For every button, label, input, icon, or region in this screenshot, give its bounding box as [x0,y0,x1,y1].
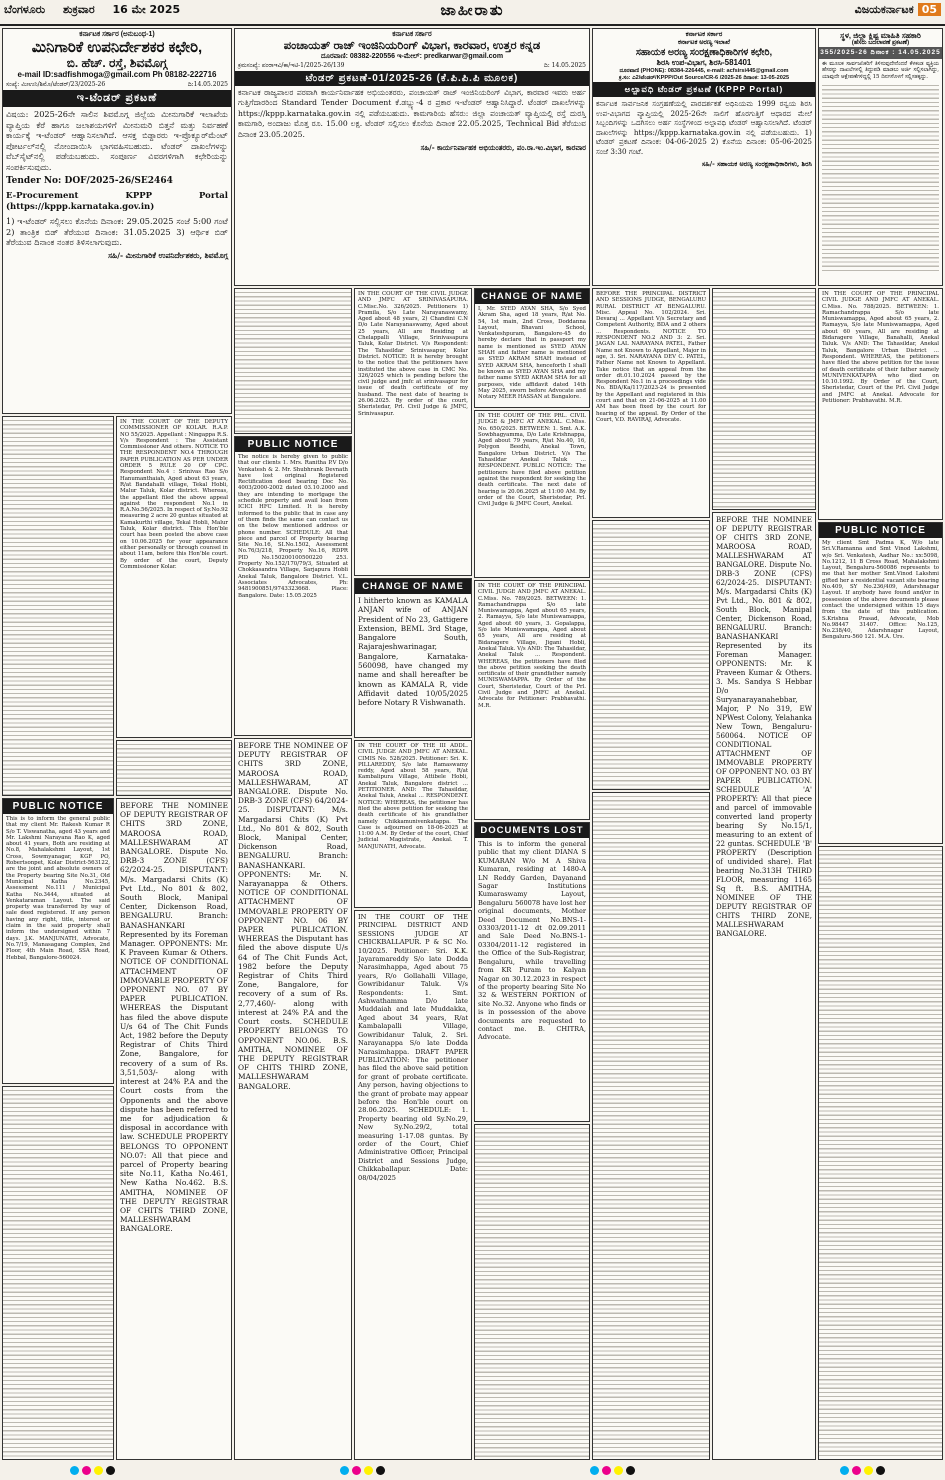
documents-lost-title: DOCUMENTS LOST [475,823,589,838]
deputy-registrar-notice-1 [116,798,232,1460]
registration-dot-magenta-4 [852,1466,861,1475]
registration-dot-yellow-2 [364,1466,373,1475]
deputy-registrar-notice-2 [234,738,352,1460]
shivamogga-ref-row [3,80,231,90]
society-title: ಸ್ಥಳ, ಜಿಲ್ಲಾ ಕ್ಲಿಷ್ಟ ಮಾಹಿತಿ ಸಹಕಾರಿ [840,31,921,40]
deputy-registrar-3-text: BEFORE THE NOMINEE OF DEPUTY REGISTRAR OF CHITS 3RD ZONE, MAROOSA ROAD, MALLESHWARAM AT BANGALORE. Dispute No. DRB-3 ZONE (CFS) 62/2024-25. DISPUTANT: M/s. Margadarsi Chits (K) Pvt Ltd., No. 801 & 802, South Block, Manipal Center, Dickenson Road, BENGALURU. Branch: BANASHANKARI Represented by its Foreman Manager. OPPONENTS: Mr. K Praveen Kumar & Others. 3. Ms. Sandya S Hebbar D/o Suryanarayanahebbar, Major, P No 319, EW NPWest Colony, Yelahanka New Town, Bengaluru-560064. NOTICE OF CONDITIONAL ATTACHMENT OF IMMOVABLE PROPERTY OF OPPONENT NO. 03 BY PAPER PUBLICATION. SCHEDULE 'A' PROPERTY: All that piece and parcel of immovable converted land property bearing Sy No.15/1, measuring to an extent of 22 guntas. SCHEDULE 'B' PROPERTY (Description of undivided share). Flat bearing No.313H THIRD FLOOR, measuring 1165 Sq ft. B.S. AMITHA, NOMINEE OF THE DEPUTY REGISTRAR OF CHITS THIRD ZONE, MALLESHWARAM BANGALORE. [716,515,812,938]
registration-dot-cyan-2 [340,1466,349,1475]
registration-dot-magenta [82,1466,91,1475]
center-bottom-lines [475,1125,589,1459]
sirsi-tender [592,28,816,286]
sirsi-band: ಅಲ್ಪಾವಧಿ ಟೆಂಡರ್ ಪ್ರಕಟಣೆ (KPPP Portal) [593,82,815,97]
karwar-sign: ಸಹಿ/- ಕಾರ್ಯನಿರ್ವಾಹಕ ಅಭಿಯಂತರರು, ಪಂ.ರಾ.ಇಂ.ವಿಭಾಗ, ಕಾರವಾರ [420,143,586,153]
karwar-body: ಕರ್ನಾಟಕ ರಾಜ್ಯಪಾಲರ ಪರವಾಗಿ ಕಾರ್ಯನಿರ್ವಾಹಕ ಅಭಿಯಂತರರು, ಪಂಚಾಯತ್ ರಾಜ್ ಇಂಜಿನಿಯರಿಂಗ್ ವಿಭಾಗ, ಕಾರವಾರ ಇವರು ಅರ್ಹ ಗುತ್ತಿಗೆದಾರರಿಂದ Standard Tender Document ಕೆ.ಡಬ್ಲ್ಯು-4 ರ ಪ್ರಕಾರ ಇ-ಟೆಂಡರ್ ಆಹ್ವಾನಿಸಿದ್ದಾರೆ. ಟೆಂಡರ್ ದಾಖಲೆಗಳನ್ನು https://kppp.karnataka.gov.in ನಲ್ಲಿ ಪಡೆಯಬಹುದು. ಕಾಮಗಾರಿಯ ಹೆಸರು: ಜಿಲ್ಲಾ ಪಂಚಾಯತ್ ವ್ಯಾಪ್ತಿಯಲ್ಲಿ ರಸ್ತೆ ದುರಸ್ತಿ ಕಾಮಗಾರಿ, ಅಂದಾಜು ಮೊತ್ತ ರೂ. 15.00 ಲಕ್ಷ. ಟೆಂಡರ್ ಸಲ್ಲಿಸಲು ಕೊನೆಯ ದಿನಾಂಕ 22.05.2025, Technical Bid ತೆರೆಯುವ ದಿನಾಂಕ 23.05.2025. [238,88,586,139]
anekal-court-sowbhagyamma-text: IN THE COURT OF THE PRL. CIVIL JUDGE & JMFC AT ANEKAL. C.Miss. No. 650/2025. BETWEEN: 1. Smt. A.K. Sowbhagyamma, D/o Late Krishnappa, Aged about 79 years, R/at No.40, 16, Polygon Beedhi, Anekal Town, Bangalore Urban District. V/s The Tahasildar Anekal Taluk ... RESPONDENT. PUBLIC NOTICE: The petitioners have filed above petition against the respondent for seeking the death certificate. The next date of hearing is 20.06.2025 at 11:00 AM. By order of the Court, Sheristedar, Prl. Civil Judge & JMFC Court, Anekal. [478,413,586,508]
registration-dot-cyan-4 [840,1466,849,1475]
anekal-court-munivenkatappa-text: IN THE COURT OF THE PRINCIPAL CIVIL JUDGE AND JMFC AT ANEKAL. C.Miss. No. 788/2025. BETWEEN: 1. Ramachandrappa S/o late Muniswamappa, Aged about 65 years, 2. Ramayya, S/o late Muniswamappa, Aged about 60 years, All are residing at Bidaragere Village, Banahalli, Anekal Taluk. V/s AND: The Tahasildar, Anekal Taluk, Bangalore Urban District ... Respondent. WHEREAS, the petitioners have filed the above petition for the issue of death certificate of their father namely MUNIVENKATAPPA who died on 10.10.1992. By Order of the Court, Sheristedar, Court of the Prl. Civil Judge and JMFC at Anekal. Advocate for Petitioner: Prabhavathi. M.R. [822,291,939,405]
shivamogga-sign: ಸಹಿ/- ಮೀನುಗಾರಿಕೆ ಉಪನಿರ್ದೇಶಕರು, ಶಿವಮೊಗ್ಗ [108,250,228,260]
public-notice-mortgage-text: The notice is hereby given to public that our clients 1. Mrs. Ranitha P.V D/o Venkatesh & 2. Mr. Shubhrank Devnath have lost original Registered Rectification deed bearing Doc No. 4003/2000-2002 dated 03.10.2000 and they are intending to mortgage the schedule property and avail loan from ICICI HFC Limited. It is hereby informed to the public that in case any of them finds the same can contact us on the below mentioned address or phone number. SCHEDULE: All that piece and parcel of Property bearing Site No.16, SI.No.1502, Assessment No.76/3/218, Property No.16, RDPR PID No.150200100500220 253. Property No.152/170/79/3, Situated at Chokkasandra Village, Sarjapura Hobli Anekal Taluk, Bangalore District. V.L. Associates Advocates, Ph: 9481900851/9743323668. Place: Bangalore. Date: 15.05.2025 [238,454,348,599]
kannada-notice-right1 [592,520,710,790]
sirsi-office: ಸಹಾಯಕ ಅರಣ್ಯ ಸಂರಕ್ಷಣಾಧಿಕಾರಿಗಳ ಕಛೇರಿ, [635,47,773,58]
shivamogga-address: ಬಿ. ಹೆಚ್. ರಸ್ತೆ, ಶಿವಮೊಗ್ಗ [66,56,168,70]
kannada-notice-center-bottom [474,1124,590,1460]
header-masthead: ಜಾಹೀರಾತು [440,1,505,19]
name-change-society [818,28,943,286]
header-day: ಶುಕ್ರವಾರ [62,3,95,16]
kannada-notice-col1 [2,416,114,796]
registration-dot-black-2 [376,1466,385,1475]
chickballapur-court-text: IN THE COURT OF THE PRINCIPAL DISTRICT AND SESSIONS JUDGE AT CHICKBALLAPUR. P & SC No. 10/2025. Petitioner: Sri. K.K. Jayaramareddy S/o late Dodda Narasimhappa, Aged about 75 years, R/o Gollahalli Village, Gowribidanur Taluk. V/s Respondents: 1. Smt. Ashwathamma D/o late Muddaiah and late Muddakka, Aged about 34 years, R/at Kambalapalli Village, Gowribidanur Taluk, 2. Sri. Narayanappa S/o late Dodda Narasimhappa. DRAFT PAPER PUBLICATION: The petitioner has filed the above said petition for grant of probate certificate. Any person, having objections to the grant of probate may appear before the Hon'ble court on 28.06.2025. SCHEDULE: 1. Property bearing old Sy.No.29, New Sy.No.29/2, total measuring 1-17.08 guntas. By order of the Court, Chief Administrative Officer, Principal District and Sessions Judge, Chikkaballapur. Date: 08/04/2025 [358,913,468,1182]
sirsi-address: ಶಿರಸಿ ಉಪ-ವಿಭಾಗ, ಶಿರಸಿ-581401 [656,58,752,67]
registration-dot-cyan-3 [590,1466,599,1475]
district-judge-bengaluru-rural [592,288,710,518]
registration-dot-yellow-3 [614,1466,623,1475]
shivamogga-office: ಮಿನಿಗಾರಿಕೆ ಉಪನಿರ್ದೇಶಕರ ಕಛೇರಿ, [31,39,203,56]
kolar-court-text: IN THE COURT OF THE DEPUTY COMMISSIONER OF KOLAR. R.A.P. NO 55/2025. Appellant : Ningappa R.S. V/s Respondent : The Assistant Commissioner And others. NOTICE TO THE RESPONDENT NO.4 THROUGH PAPER PUBLICATION AS PER UNDER ORDER 5 RULE 20 OF CPC. Respondent No.4 : Srinivas Rao S/o Hanumanthaiah, Aged about 63 years, R/at Bandahalli village, Tekal Hobli, Malur Taluk, Kolar district. Whereas, the appellant filed the above appeal against the respondent No.1 in R.A.No.56/2025. In respect of Sy.No.92 measuring 2 acre 20 guntas situated at Kamakurthi village, Tekal Hobli, Malur Taluk, Kolar district. This Hon'ble court has been posted the above case on 10.06.2025 for your appearance either personally or through counsel in about 11am, before this Hon'ble court. By order of the court, Deputy Commissioner Kolar. [120,419,228,570]
sirsi-sub: ಕರ್ನಾಟಕ ಅರಣ್ಯ ಇಲಾಖೆ [678,39,730,46]
registration-dot-yellow-4 [864,1466,873,1475]
srinivasapura-court-text: IN THE COURT OF THE CIVIL JUDGE AND JMFC AT SRINIVASAPURA. C.Misc.No. 326/2025. Petitioners 1) Pramila, S/o Late Narayanaswamy, Aged about 48 years, 2) Chandini C.N D/o Late Narayanaswamy, Aged about 25 years, All are Residing at Chelappalli Village, Srinivasapura Taluk, Kolar District. V/s Respondent: The Tahasildar Srinivasapur, Kolar District. NOTICE: It is hereby brought to the notice that the petitioners have instituted the above case in CMC No. 326/2025 which is pending before the civil judge and jmfc at srinivasapur for issue of death certificate of my husband. The next date of hearing is 26.06.2025. By order of the court, Sheristedar, Prl. Civil Judge & JMFC, Srinivasapur. [358,291,468,417]
shivamogga-band: ಇ-ಟೆಂಡರ್ ಪ್ರಕಟಣೆ [3,90,231,107]
karwar-ref: ಕ್ರಮಸಂಖ್ಯೆ: ಪಂರಾಇವಿ/ಕಾ/ಇಟಿ-1/2025-26/139 [238,62,345,69]
anekal-court-ramachandrappa-text: IN THE COURT OF THE PRINCIPAL CIVIL JUDGE AND JMFC AT ANEKAL. C.Miss. No. 789/2025. BETWEEN: 1. Ramachandrappa S/o late Muniswamappa, Aged about 65 years, 2. Ramayya, S/o late Muniswamappa, Aged about 60 years, 3. Gopalappa, S/o late Muniswamappa, Aged about 65 years, All are residing at Bidaragere Village, Jigani Hobli, Anekal Taluk. V/s AND: The Tahasildar, Anekal Taluk ... Respondent. WHEREAS, the petitioners have filed the above petition seeking the death certificate of their grandfather namely MUNISWAMAPPA. By Order of the Court, Sheristedar, Court of the Prl. Civil Judge and JMFC at Anekal. Advocate for Petitioner: Prabhavathi. M.R. [478,583,586,709]
public-notice-gift-site [818,522,943,844]
sirsi-ref: ಕ್ರ.ಸಂ: ಎ2/ಟೆಂಡರ್/KPPP/Out Source/CR-6 /2025-26 ದಿನಾಂಕ: 13-05-2025 [618,75,790,81]
public-notice-kgf-text: This is to inform the general public that my client Mr. Rakesh Kumar R S/o T. Viswanatha, aged 43 years and Mr. Lakshmi Narayana Rao K, aged about 41 years, Both are residing at No.8, Mahalakshmi Layout, 1st Cross, Sowmyanagar, KGF PO, Robertsonpet, Kolar District-563122, are the joint and absolute owners of the Property bearing Site No.31, Old Municipal Katha No.2345, Assessment No.111 / Municipal Katha No.3444, situated at Venkataraman Layout. The said property was transferred by way of sale deed registered. If any person having any right, title, interest or claim in the said property shall inform the undersigned within 7 days. J.K. MANJUNATH, Advocate, No.7/19, Manasagang Complex, 2nd Floor, 4th Main Road, SSA Road, Hebbal, Bangalore-560024. [6,816,110,961]
karwar-ref-row [235,61,589,71]
shivamogga-tender-no: Tender No: DOF/2025-26/SE2464 [6,176,173,186]
kannada-notice-right2 [592,792,710,1460]
society-text-lines [822,82,939,272]
shivamogga-portal: E-Procurement KPPP Portal (https://kppp.karnataka.gov.in) [6,191,228,212]
registration-dot-cyan [70,1466,79,1475]
kannada-bottom-lines [3,1087,113,1459]
society-no: 355/2025-26 ದಿನಾಂಕ : 14.05.2025 [819,47,942,59]
shivamogga-contact: e-mail ID:sadfishmoga@gmail.com Ph 08182-222716 [17,70,217,79]
karwar-band: ಟೆಂಡರ್ ಪ್ರಕಟಣೆ-01/2025-26 (ಕೆ.ಪಿ.ಪಿ.ಪಿ ಮೂಲಕ) [235,71,589,86]
change-of-name-kamala-text: I hitherto known as KAMALA ANJAN wife of ANJAN President of No 23, Gattigere Extension, BEML 3rd Stage, Bangalore South, Rajarajeshwarinagar, Bangalore, Karnataka-560098, have changed my name and shall hereafter be known as KAMALA R, vide Affidavit dated 10/05/2025 before Notary R Vishwanath. [358,596,468,708]
kannada-notice-col1-bottom [2,1086,114,1460]
shivamogga-gov: ಕರ್ನಾಟಕ ಸರ್ಕಾರ (ಅನುಬಂಧ-1) [79,31,155,38]
right2-lines [593,793,709,1459]
anekal-court-pillareddy-text: IN THE COURT OF THE III ADDL. CIVIL JUDGE AND JMFC AT ANEKAL. CIMIS No. 528/2025. Petitioner: Sri. K. PILLAREDDY, S/o late Ramaswamy reddy, Aged about 58 years, R/at Kambalipura Village, Attibele Hobli, Anekal Taluk, Bangalore district ... PETITIONER. AND: The Tahasildar, Anekal Taluk, Anekal ... RESPONDENT. NOTICE: WHEREAS, the petitioner has filed the above petition for seeking the death certificate of his grandfather namely Chikkamunivenkatappa. The Case is adjourned on 18-06-2025 at 11:00 A.M. By Order of the court, Chief Judicial Magistrate, Anekal. T. MANJUNATH, Advocate. [358,743,468,850]
change-of-name-syed [474,288,590,408]
anekal-court-ramachandrappa [474,580,590,820]
karwar-gov: ಕರ್ನಾಟಕ ಸರ್ಕಾರ [392,31,432,38]
deputy-registrar-notice-3 [712,512,816,1460]
right3-lines [713,289,815,509]
change-of-name-syed-text: I, Mr. SYED AYAN SHA, S/o Syed Akram Sha, aged 18 years, R/at No. 54, 1st main, 2nd Cross, Doddanna Layout, Bhavani School, Venkateshpuram, Bangalore-45 do hereby declare that in passport my name is mentioned as SYED AYAN SHAH and father name is mentioned as SYED AKRAM SHAH instead of SYED AKRAM SHA, henceforth I shall be known as SYED AYAN SHA and my father name SYED AKRAM SHA for all purposes, vide affidavit dated 14th May 2025, sworn before Advocate and Notary MEER HASSAN at Bangalore. [478,306,586,401]
header-edition: ವಿಜಯಕರ್ನಾಟಕ [854,3,914,16]
header-date: 16 ಮೇ 2025 [112,3,181,16]
registration-dot-magenta-2 [352,1466,361,1475]
kannada-notice-far-right [818,846,943,1460]
center1-lines [235,289,351,433]
kannada-notice-right3 [712,288,816,510]
chickballapur-court [354,910,472,1460]
anekal-court-sowbhagyamma [474,410,590,578]
shivamogga-ref: ಸಂಖ್ಯೆ: ಮೀಉನಿ/ಶಿಮೊ/ಟೆಂಡರ್/23/2025-26 [6,81,106,88]
public-notice-mortgage [234,436,352,736]
public-notice-mortgage-title: PUBLIC NOTICE [235,437,351,452]
kolar-court-notice [116,416,232,738]
change-of-name-kamala [354,578,472,738]
society-body: ಈ ಮೂಲಕ ಸಾರ್ವಜನಿಕರಿಗೆ ತಿಳಿಸುವುದೇನೆಂದರೆ ಕೆಳಕಂಡ ವ್ಯಕ್ತಿಯ ಹೆಸರನ್ನು ದಾಖಲೆಗಳಲ್ಲಿ ತಿದ್ದುಪಡಿ ಮಾಡಲು ಅರ್ಜಿ ಸಲ್ಲಿಸಲಾಗಿದ್ದು, ಯಾವುದೇ ಆಕ್ಷೇಪಣೆಗಳಿದ್ದಲ್ಲಿ 15 ದಿನಗಳೊಳಗೆ ಸಲ್ಲಿಸತಕ್ಕದ್ದು. [822,61,939,80]
kannada-small-lines [117,741,231,795]
page-header [0,0,945,26]
change-of-name-kamala-title: CHANGE OF NAME [355,579,471,594]
sirsi-body: ಕರ್ನಾಟಕ ಸಾರ್ವಜನಿಕ ಸಂಗ್ರಹಣೆಯಲ್ಲಿ ಪಾರದರ್ಶಕತೆ ಅಧಿನಿಯಮ 1999 ರನ್ವಯ ಶಿರಸಿ ಉಪ-ವಿಭಾಗದ ವ್ಯಾಪ್ತಿಯಲ್ಲಿ 2025-26ನೇ ಸಾಲಿಗೆ ಹೊರಗುತ್ತಿಗೆ ಆಧಾರದ ಮೇಲೆ ಸಿಬ್ಬಂದಿಗಳನ್ನು ಒದಗಿಸಲು ಅರ್ಹ ಸಂಸ್ಥೆಗಳಿಂದ ಅಲ್ಪಾವಧಿ ಟೆಂಡರ್ ಆಹ್ವಾನಿಸಲಾಗಿದೆ. ಟೆಂಡರ್ ದಾಖಲೆಗಳನ್ನು https://kppp.karnataka.gov.in ನಲ್ಲಿ ಪಡೆಯಬಹುದು. 1) ಟೆಂಡರ್ ಪ್ರಕಟಣೆ ದಿನಾಂಕ: 04-06-2025 2) ಕೊನೆಯ ದಿನಾಂಕ: 05-06-2025 ಸಂಜೆ 3:30 ಗಂಟೆ. [596,99,812,156]
kannada-notice-lines [3,417,113,795]
karwar-tender [234,28,590,286]
sirsi-gov: ಕರ್ನಾಟಕ ಸರ್ಕಾರ [685,31,723,38]
deputy-registrar-2-text: BEFORE THE NOMINEE OF DEPUTY REGISTRAR OF CHITS 3RD ZONE, MAROOSA ROAD, MALLESHWARAM, AT BANGALORE. Dispute No. DRB-3 ZONE (CFS) 64/2024-25. DISPUTANT: M/s. Margadarsi Chits (K) Pvt Ltd., No 801 & 802, South Block, Manipal Center, Dickenson Road, BENGALURU. Branch: BANASHANKARI. OPPONENTS: Mr. N. Narayanappa & Others. NOTICE OF CONDITIONAL ATTACHMENT OF IMMOVABLE PROPERTY OF OPPONENT NO. 06 BY PAPER PUBLICATION. WHEREAS the Disputant has filed the above dispute U/s 64 of The Chit Funds Act, 1982 before the Deputy Registrar of Chits Third Zone, Bangalore, for recovery of a sum of Rs. 2,77,460/- along with interest at 24% P.A and the Court costs. SCHEDULE PROPERTY BELONGS TO OPPONENT NO.06. B.S. AMITHA, NOMINEE OF THE DEPUTY REGISTRAR OF CHITS THIRD ZONE, MALLESHWARAM BANGALORE. [238,741,348,1091]
karwar-ref-date: ದಿ: 14.05.2025 [543,62,586,69]
karwar-contact: ದೂರವಾಣಿ: 08382-220556 ಇ-ಮೇಲ್: predkarwar@gmail.com [320,53,504,60]
public-notice-kgf-title: PUBLIC NOTICE [3,799,113,814]
deputy-registrar-1-text: BEFORE THE NOMINEE OF DEPUTY REGISTRAR OF CHITS 3RD ZONE, MAROOSA ROAD, MALLESHWARAM AT BANGALORE. Dispute No. DRB-3 ZONE (CFS) 62/2024-25. DISPUTANT: M/s. Margadarsi Chits (K) Pvt Ltd., No 801 & 802, South Block, Manipal Center, Dickenson Road, BENGALURU. Branch: BANASHANKARI Represented by its Foreman Manager. OPPONENTS: Mr. K Praveen Kumar & Others. NOTICE OF CONDITIONAL ATTACHMENT OF IMMOVABLE PROPERTY OF OPPONENT NO. 07 BY PAPER PUBLICATION. WHEREAS the Disputant has filed the above dispute U/s 64 of The Chit Funds Act, 1982 before the Deputy Registrar of Chits Third Zone, Bangalore, for recovery of a sum of Rs. 3,51,503/- along with interest at 24% P.A and the Court costs from the Opponents and the above dispute has been referred to me for adjudication & disposal in accordance with law. SCHEDULE PROPERTY BELONGS TO OPPONENT NO.07: All that piece and parcel of Property bearing site No.11, Katha No.461, New Katha No.462. B.S. AMITHA, NOMINEE OF THE DEPUTY REGISTRAR OF CHITS THIRD ZONE, MALLESHWARAM BANGALORE. [120,801,228,1234]
page-number: 05 [918,3,941,16]
district-judge-bengaluru-rural-text: BEFORE THE PRINCIPAL DISTRICT AND SESSIONS JUDGE, BENGALURU RURAL DISTRICT AT BENGALURU. Misc. Appeal No. 102/2024. Sri. Devaraj ... Appellant V/s Secretary and Competent Authority, BDA and 2 others ... Respondents. NOTICE TO RESPONDENT NO.2 AND 3: 2. Sri. JAGAN LAL NARAYANA PATEL, Father Name not Known to Appellant, Major in age, 3. Sri. NARAYANA DEV C. PATEL, Father Name not Known to Appellant. Take notice that an appeal from the order dt.01.10.2024 passed by the Respondent No.1 in a proceedings vide No. BDA/Ka/117/2023-24 is presented by the Appellant and registered in this court and that on 21-06-2025 at 11.00 AM has been fixed by the court for hearing of the appeal. By Order of the Court, V.D. RAVIRAJ, Advocate. [596,291,706,423]
srinivasapura-court [354,288,472,576]
public-notice-kgf [2,798,114,1084]
header-right [855,3,941,17]
shivamogga-tender [2,28,232,414]
sirsi-contact: ದೂರವಾಣಿ (PHONE): 08384-226445, e-mail: acfsirsi445@gmail.com [619,68,789,74]
change-of-name-syed-title: CHANGE OF NAME [475,289,589,304]
shivamogga-dates: 1) ಇ-ಟೆಂಡರ್ ಸಲ್ಲಿಸಲು ಕೊನೆಯ ದಿನಾಂಕ: 29.05.2025 ಸಂಜೆ 5:00 ಗಂಟೆ 2) ತಾಂತ್ರಿಕ ಬಿಡ್ ತೆರೆಯುವ ದಿನಾಂಕ: 31.05.2025 3) ಆರ್ಥಿಕ ಬಿಡ್ ತೆರೆಯುವ ದಿನಾಂಕ ನಂತರ ತಿಳಿಸಲಾಗುವುದು. [6,216,228,247]
registration-dot-black-3 [626,1466,635,1475]
header-section: ಬೆಂಗಳೂರು [4,3,46,16]
public-notice-gift-site-text: My client Smt Padma K, W/o late Sri.V.Ramanna and Smt Vinod Lakshmi, w/o Sri. Venkatesh, Aadhar No.: xx:5098, No.1212, 11 B Cross Road, Mahalakshmi Layout, Bengaluru-560086 represents to me that her mother Smt.Vinod Lakshmi gifted her a residential vacant site bearing No.409, SY No.236/409, Adarshnagar Layout. If anybody have found and/or in possession of the above documents please contact the undersigned within 15 days from the date of this publication. S.Krishna Prasad, Advocate, Mob No.98447 31407. Office: No.125, No.238/40, Adarshnagar Layout, Bengaluru-560 121. M.A. Urs. [822,540,939,641]
documents-lost-notice [474,822,590,1122]
society-sub: (ಹೆಸರು ಬದಲಾವಣೆ ಪ್ರಕಟಣೆ) [851,40,910,46]
shivamogga-body: ವಿಷಯ: 2025-26ನೇ ಸಾಲಿನ ಶಿವಮೊಗ್ಗ ಜಿಲ್ಲೆಯ ಮೀನುಗಾರಿಕೆ ಇಲಾಖೆಯ ವ್ಯಾಪ್ತಿಯ ಕೆರೆ ಹಾಗೂ ಜಲಾಶಯಗಳಿಗೆ ಮೀನುಮರಿ ಬಿತ್ತನೆ ಮತ್ತು ನಿರ್ವಹಣೆ ಕಾರ್ಯಕ್ಕೆ ಇ-ಟೆಂಡರ್ ಆಹ್ವಾನಿಸಲಾಗಿದೆ. ಆಸಕ್ತ ಬಿಡ್ದಾರರು ಇ-ಪ್ರೊಕ್ಯೂರ್‌ಮೆಂಟ್ ಪೋರ್ಟಲ್‌ನಲ್ಲಿ ನೋಂದಾಯಿಸಿ ಭಾಗವಹಿಸಬಹುದು. ಟೆಂಡರ್ ದಾಖಲೆಗಳನ್ನು ವೆಬ್‌ಸೈಟ್‌ನಲ್ಲಿ ಪಡೆಯಬಹುದು. ಸಂಪೂರ್ಣ ವಿವರಗಳಿಗಾಗಿ ಕಛೇರಿಯನ್ನು ಸಂಪರ್ಕಿಸುವುದು. [6,109,228,172]
karwar-office: ಪಂಚಾಯತ್ ರಾಜ್ ಇಂಜಿನಿಯರಿಂಗ್ ವಿಭಾಗ, ಕಾರವಾರ, ಉತ್ತರ ಕನ್ನಡ [283,40,541,52]
sirsi-sign: ಸಹಿ/- ಸಹಾಯಕ ಅರಣ್ಯ ಸಂರಕ್ಷಣಾಧಿಕಾರಿಗಳು, ಶಿರಸಿ [701,159,812,168]
anekal-court-pillareddy [354,740,472,908]
public-notice-gift-site-title: PUBLIC NOTICE [819,523,942,538]
print-registration-marks [0,1462,945,1480]
registration-dot-yellow [94,1466,103,1475]
shivamogga-ref-date: ದಿ:14.05.2025 [187,81,228,88]
anekal-court-munivenkatappa [818,288,943,520]
registration-dot-magenta-3 [602,1466,611,1475]
registration-dot-black-4 [876,1466,885,1475]
far-right-lines [819,847,942,1459]
kannada-notice-small [116,740,232,796]
kannada-notice-center1 [234,288,352,434]
registration-dot-black [106,1466,115,1475]
documents-lost-text: This is to inform the general public that my client DIANA S KUMARAN W/o M A Shiva Kumaran, residing at 1480-A LN Reddy Garden, Dayanand Sagar Institutions Kumaraswamy Layout, Bengaluru 560078 have lost her original documents, Mother Deed Document No.BNS-1-03303/2011-12 dt 02.09.2011 and Sale Deed No.BNS-1-03304/2011-12 registered in the Office of the Sub-Registrar, Bengaluru, while travelling from KR Puram to Kalyan Nagar on 30.12.2023 in respect of the property bearing Site No 32 & WESTERN PORTION of site No.32. Anyone who finds or is in possession of the above documents are requested to contact me. B. CHITRA, Advocate. [478,840,586,1042]
right1-lines [593,521,709,789]
